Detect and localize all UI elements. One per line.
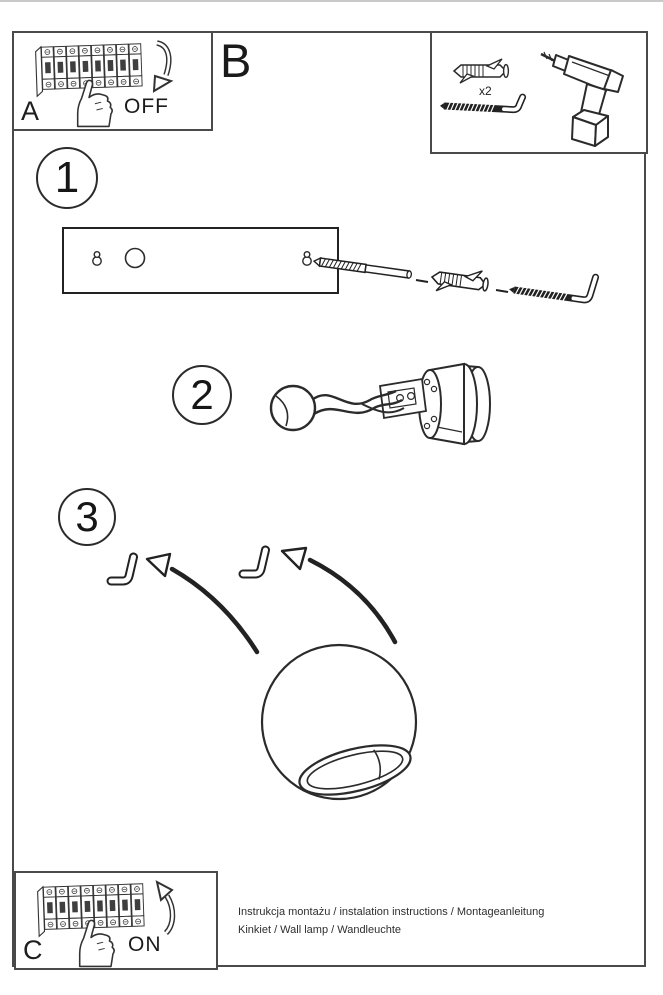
footer-text xyxy=(238,904,648,939)
footer-line-2: Kinkiet / Wall lamp / Wandleuchte xyxy=(238,923,402,936)
box-a-letter: A xyxy=(21,96,40,126)
off-label: OFF xyxy=(124,95,169,118)
step-2-number: 2 xyxy=(190,371,214,418)
step-2-badge xyxy=(172,365,232,425)
step-3-number: 3 xyxy=(75,493,99,540)
footer-line-1: Instrukcja montażu / instalation instructions / Montageanleitung xyxy=(238,906,545,918)
on-label: ON xyxy=(128,933,162,956)
dowel-quantity-label: x2 xyxy=(479,84,492,98)
step-1-number: 1 xyxy=(54,153,80,202)
globe-lampshade-icon xyxy=(258,642,424,804)
tools-box xyxy=(430,31,648,154)
scan-top-edge xyxy=(0,0,663,2)
mounting-plate-icon xyxy=(62,227,339,294)
section-b-letter: B xyxy=(220,34,252,87)
wall-plug-icon xyxy=(452,57,510,85)
power-off-box xyxy=(12,31,213,131)
arrow-up-icon xyxy=(128,879,176,937)
box-c-letter: C xyxy=(23,935,43,965)
step-1-badge xyxy=(36,147,98,209)
fastener-assembly-icon xyxy=(312,246,612,310)
arrow-down-icon xyxy=(126,39,174,97)
lamp-socket-icon xyxy=(262,356,492,452)
screw-hook-icon xyxy=(440,90,532,124)
power-on-box xyxy=(14,871,218,970)
step-3-badge xyxy=(58,488,116,546)
drill-icon xyxy=(537,41,642,148)
